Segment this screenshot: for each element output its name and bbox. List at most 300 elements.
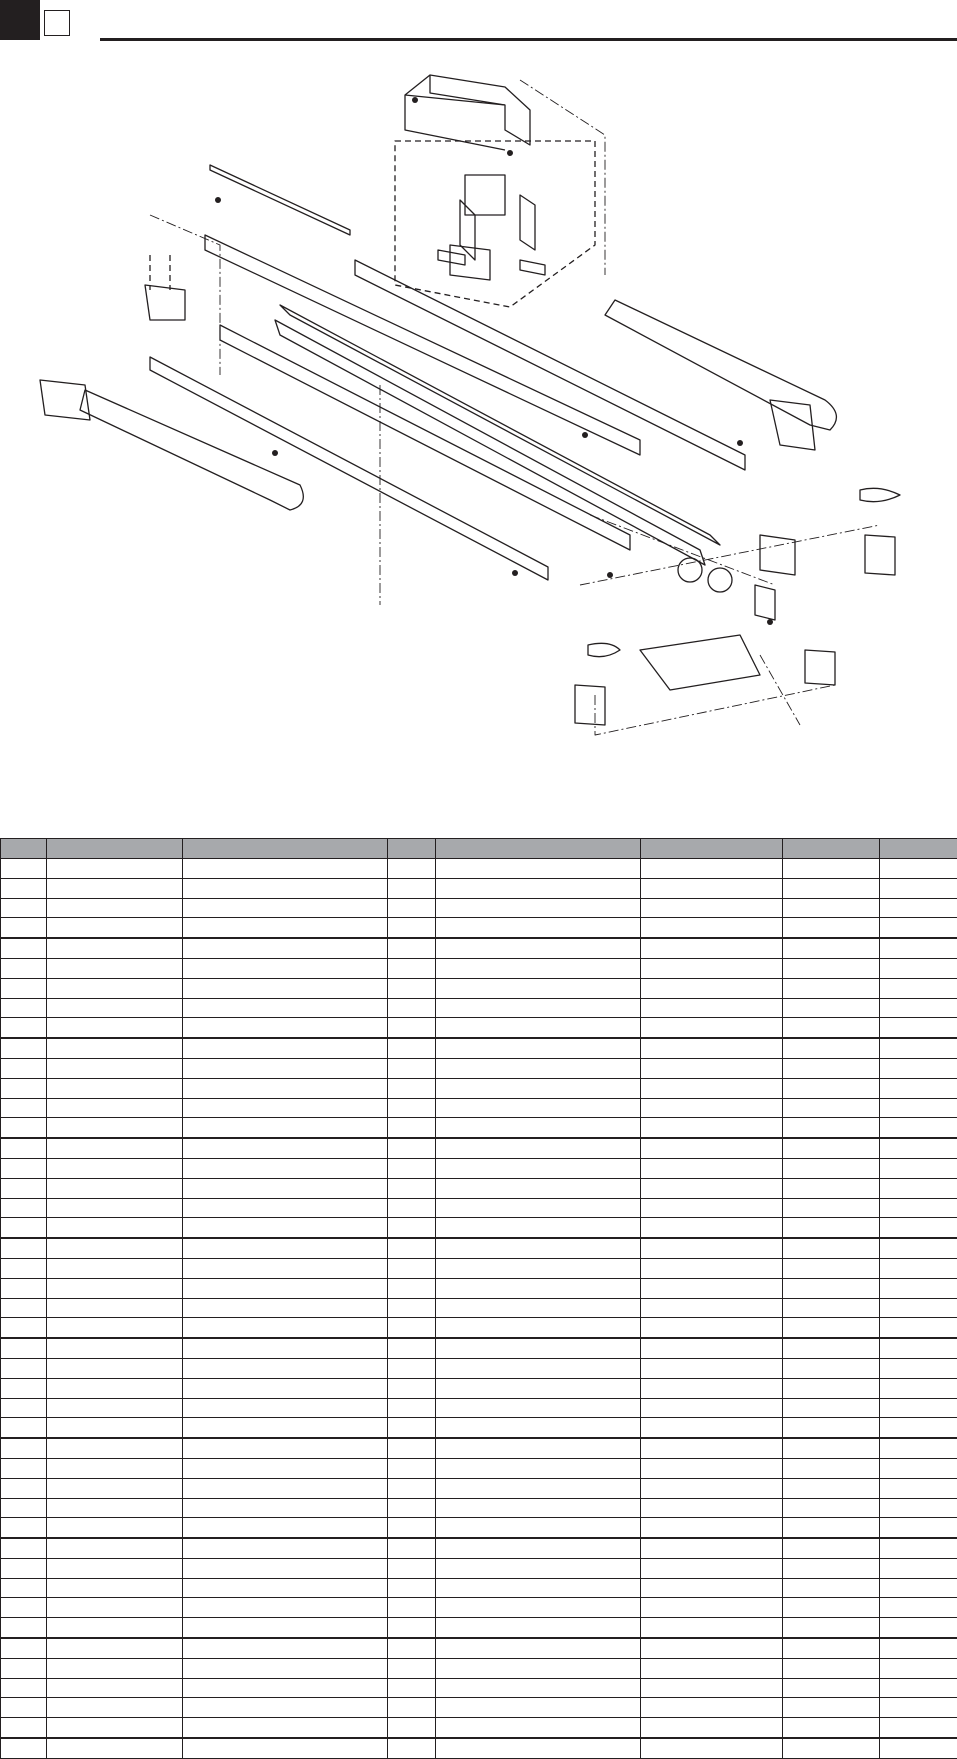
section-number-box	[44, 10, 70, 36]
table-row	[1, 1498, 957, 1518]
table-cell	[388, 1578, 436, 1598]
table-cell	[388, 1638, 436, 1658]
table-cell	[436, 1558, 641, 1578]
table-row	[1, 1158, 957, 1178]
table-cell	[880, 918, 957, 938]
table-cell	[880, 958, 957, 978]
table-cell	[1, 859, 47, 879]
table-cell	[641, 1498, 783, 1518]
table-row	[1, 1238, 957, 1258]
table-cell	[47, 1698, 183, 1718]
table-cell	[783, 1398, 880, 1418]
table-cell	[641, 1578, 783, 1598]
table-cell	[641, 1078, 783, 1098]
table-row	[1, 1198, 957, 1218]
table-row	[1, 1698, 957, 1718]
table-cell	[1, 1478, 47, 1498]
pulley-1	[678, 558, 702, 582]
table-cell	[436, 1738, 641, 1758]
table-cell	[1, 1598, 47, 1618]
left-cable-carrier	[80, 390, 303, 510]
table-cell	[880, 1058, 957, 1078]
table-cell	[783, 898, 880, 918]
table-cell	[1, 1338, 47, 1358]
table-cell	[641, 1658, 783, 1678]
table-cell	[880, 1238, 957, 1258]
table-cell	[641, 1258, 783, 1278]
table-cell	[641, 1218, 783, 1238]
table-cell	[47, 1518, 183, 1538]
table-cell	[641, 1278, 783, 1298]
table-cell	[183, 1178, 388, 1198]
table-cell	[1, 1698, 47, 1718]
table-cell	[47, 1558, 183, 1578]
table-cell	[183, 1698, 388, 1718]
table-cell	[436, 1338, 641, 1358]
table-cell	[47, 898, 183, 918]
table-cell	[388, 1418, 436, 1438]
table-cell	[1, 1638, 47, 1658]
table-cell	[880, 1338, 957, 1358]
table-cell	[783, 1378, 880, 1398]
table-cell	[880, 1698, 957, 1718]
table-cell	[880, 1358, 957, 1378]
table-cell	[783, 1638, 880, 1658]
table-cell	[436, 1098, 641, 1118]
table-cell	[641, 1478, 783, 1498]
table-cell	[641, 1198, 783, 1218]
table-cell	[183, 1738, 388, 1758]
table-cell	[880, 1538, 957, 1558]
table-cell	[436, 1458, 641, 1478]
table-cell	[783, 998, 880, 1018]
table-cell	[388, 1118, 436, 1138]
table-cell	[880, 1598, 957, 1618]
table-row	[1, 1638, 957, 1658]
table-cell	[783, 1458, 880, 1478]
table-cell	[183, 1558, 388, 1578]
table-cell	[183, 998, 388, 1018]
table-cell	[388, 1738, 436, 1758]
table-cell	[1, 1078, 47, 1098]
table-cell	[880, 898, 957, 918]
table-cell	[641, 1298, 783, 1318]
table-cell	[783, 1698, 880, 1718]
table-cell	[47, 1198, 183, 1218]
block-f	[520, 260, 545, 275]
table-cell	[436, 1318, 641, 1338]
table-cell	[1, 1458, 47, 1478]
table-cell	[1, 1238, 47, 1258]
table-cell	[436, 1038, 641, 1058]
table-cell	[641, 1158, 783, 1178]
table-cell	[183, 1538, 388, 1558]
table-cell	[783, 1238, 880, 1258]
table-cell	[47, 1098, 183, 1118]
table-row	[1, 1738, 957, 1758]
table-row	[1, 1618, 957, 1638]
table-cell	[436, 878, 641, 898]
table-cell	[783, 1258, 880, 1278]
right-tension-assembly	[805, 650, 835, 685]
table-cell	[783, 1498, 880, 1518]
table-cell	[1, 1018, 47, 1038]
table-cell	[783, 938, 880, 958]
table-cell	[47, 938, 183, 958]
table-cell	[388, 1018, 436, 1038]
table-cell	[641, 1018, 783, 1038]
table-cell	[880, 1618, 957, 1638]
table-cell	[183, 878, 388, 898]
header-rule	[100, 38, 957, 41]
table-cell	[641, 1518, 783, 1538]
table-cell	[1, 1298, 47, 1318]
bracket-b	[460, 200, 475, 260]
table-row	[1, 1098, 957, 1118]
table-cell	[1, 1118, 47, 1138]
table-cell	[436, 1198, 641, 1218]
table-row	[1, 878, 957, 898]
table-cell	[783, 1018, 880, 1038]
table-cell	[388, 1498, 436, 1518]
table-cell	[388, 1238, 436, 1258]
table-cell	[783, 1658, 880, 1678]
table-cell	[183, 1218, 388, 1238]
table-cell	[436, 1158, 641, 1178]
table-cell	[783, 1678, 880, 1698]
table-row	[1, 1118, 957, 1138]
table-cell	[1, 1518, 47, 1538]
table-cell	[1, 1138, 47, 1158]
table-cell	[1, 1618, 47, 1638]
table-cell	[641, 958, 783, 978]
table-cell	[47, 1078, 183, 1098]
table-cell	[641, 1178, 783, 1198]
table-cell	[388, 1258, 436, 1278]
table-cell	[1, 1178, 47, 1198]
table-row	[1, 1378, 957, 1398]
table-cell	[47, 1618, 183, 1638]
table-cell	[783, 1158, 880, 1178]
table-cell	[388, 1458, 436, 1478]
table-row	[1, 1078, 957, 1098]
table-cell	[641, 1378, 783, 1398]
table-cell	[783, 1718, 880, 1738]
table-cell	[388, 1698, 436, 1718]
table-cell	[47, 1538, 183, 1558]
table-cell	[183, 1138, 388, 1158]
table-cell	[183, 1458, 388, 1478]
table-cell	[47, 1438, 183, 1458]
table-row	[1, 1718, 957, 1738]
table-cell	[183, 1238, 388, 1258]
table-cell	[641, 878, 783, 898]
table-cell	[1, 1218, 47, 1238]
parts-list-table	[0, 838, 957, 1759]
table-cell	[436, 1118, 641, 1138]
table-row	[1, 1398, 957, 1418]
table-cell	[183, 1118, 388, 1138]
table-cell	[388, 1318, 436, 1338]
table-cell	[388, 1178, 436, 1198]
bracket-c	[520, 195, 535, 250]
table-cell	[641, 918, 783, 938]
table-header-row	[1, 839, 957, 859]
table-cell	[183, 1198, 388, 1218]
table-cell	[47, 1298, 183, 1318]
table-cell	[783, 1098, 880, 1118]
column-header	[47, 839, 183, 859]
screw	[582, 432, 588, 438]
table-cell	[183, 1338, 388, 1358]
table-cell	[783, 1038, 880, 1058]
table-cell	[183, 1518, 388, 1538]
table-cell	[183, 1098, 388, 1118]
table-cell	[783, 1478, 880, 1498]
table-cell	[641, 1618, 783, 1638]
table-cell	[436, 998, 641, 1018]
left-motor	[575, 685, 605, 725]
table-cell	[1, 1318, 47, 1338]
table-cell	[388, 878, 436, 898]
table-cell	[47, 918, 183, 938]
table-cell	[880, 1138, 957, 1158]
pulley-2	[708, 568, 732, 592]
table-cell	[436, 1518, 641, 1538]
bracket-a	[465, 175, 505, 215]
table-cell	[388, 978, 436, 998]
table-cell	[388, 1438, 436, 1458]
table-cell	[183, 918, 388, 938]
table-cell	[436, 859, 641, 879]
lower-plate	[220, 325, 630, 550]
table-cell	[1, 1038, 47, 1058]
table-cell	[388, 1538, 436, 1558]
table-cell	[436, 1018, 641, 1038]
table-cell	[783, 958, 880, 978]
table-cell	[783, 1338, 880, 1358]
table-cell	[1, 1438, 47, 1458]
table-cell	[880, 1178, 957, 1198]
table-cell	[783, 1538, 880, 1558]
table-cell	[47, 1138, 183, 1158]
table-cell	[47, 1178, 183, 1198]
table-row	[1, 998, 957, 1018]
table-row	[1, 1298, 957, 1318]
table-cell	[388, 1398, 436, 1418]
block-e	[438, 250, 465, 265]
table-cell	[783, 1298, 880, 1318]
table-cell	[783, 1578, 880, 1598]
table-cell	[783, 1618, 880, 1638]
table-cell	[880, 998, 957, 1018]
table-cell	[47, 998, 183, 1018]
table-cell	[183, 1398, 388, 1418]
table-cell	[388, 1038, 436, 1058]
table-cell	[388, 1518, 436, 1538]
table-row	[1, 1258, 957, 1278]
table-cell	[388, 1278, 436, 1298]
table-cell	[47, 1218, 183, 1238]
table-cell	[436, 1078, 641, 1098]
table-cell	[880, 1478, 957, 1498]
table-row	[1, 1658, 957, 1678]
table-row	[1, 1478, 957, 1498]
table-cell	[436, 1138, 641, 1158]
table-cell	[47, 1738, 183, 1758]
table-cell	[183, 1058, 388, 1078]
table-cell	[436, 1258, 641, 1278]
table-cell	[388, 1198, 436, 1218]
screw	[512, 570, 518, 576]
parts-table-body	[1, 859, 957, 1759]
table-cell	[641, 938, 783, 958]
table-cell	[783, 1418, 880, 1438]
table-row	[1, 1598, 957, 1618]
table-cell	[783, 1058, 880, 1078]
table-row	[1, 938, 957, 958]
table-cell	[47, 1478, 183, 1498]
table-cell	[388, 1378, 436, 1398]
table-cell	[47, 1718, 183, 1738]
top-cover-box	[405, 75, 530, 150]
table-cell	[436, 1278, 641, 1298]
table-cell	[183, 1618, 388, 1638]
table-cell	[436, 1418, 641, 1438]
column-header	[436, 839, 641, 859]
table-cell	[388, 998, 436, 1018]
table-cell	[183, 1598, 388, 1618]
table-cell	[388, 1138, 436, 1158]
table-cell	[783, 1558, 880, 1578]
right-idler-block	[760, 535, 795, 575]
table-cell	[183, 1638, 388, 1658]
table-cell	[436, 1218, 641, 1238]
table-row	[1, 1058, 957, 1078]
table-cell	[880, 1438, 957, 1458]
table-cell	[880, 1378, 957, 1398]
table-cell	[436, 1358, 641, 1378]
table-row	[1, 1438, 957, 1458]
table-row	[1, 1218, 957, 1238]
table-cell	[880, 1718, 957, 1738]
table-row	[1, 1038, 957, 1058]
table-cell	[783, 1598, 880, 1618]
long-plate	[205, 235, 640, 455]
table-cell	[436, 1058, 641, 1078]
table-cell	[1, 1198, 47, 1218]
table-cell	[436, 1718, 641, 1738]
table-cell	[783, 1178, 880, 1198]
table-cell	[880, 1118, 957, 1138]
table-cell	[1, 1158, 47, 1178]
table-cell	[47, 1598, 183, 1618]
table-cell	[436, 918, 641, 938]
table-cell	[388, 1058, 436, 1078]
table-cell	[436, 1438, 641, 1458]
table-cell	[388, 1658, 436, 1678]
table-cell	[880, 1038, 957, 1058]
table-cell	[183, 1678, 388, 1698]
table-cell	[47, 1258, 183, 1278]
subassembly-dashed-outline	[395, 141, 595, 307]
screw	[412, 97, 418, 103]
table-cell	[641, 898, 783, 918]
table-cell	[47, 1378, 183, 1398]
bracket-d	[450, 245, 490, 280]
table-cell	[47, 1658, 183, 1678]
table-cell	[47, 859, 183, 879]
table-cell	[436, 1618, 641, 1638]
table-cell	[183, 1078, 388, 1098]
table-cell	[641, 1738, 783, 1758]
table-cell	[783, 1318, 880, 1338]
slider-block	[755, 585, 775, 620]
table-cell	[47, 1118, 183, 1138]
table-cell	[183, 1478, 388, 1498]
table-cell	[1, 938, 47, 958]
table-cell	[47, 1238, 183, 1258]
table-cell	[1, 1558, 47, 1578]
table-cell	[47, 1058, 183, 1078]
table-cell	[47, 958, 183, 978]
table-cell	[47, 1278, 183, 1298]
table-cell	[388, 1478, 436, 1498]
table-cell	[880, 1678, 957, 1698]
table-row	[1, 1338, 957, 1358]
table-cell	[388, 898, 436, 918]
table-cell	[783, 1198, 880, 1218]
table-cell	[783, 1078, 880, 1098]
table-cell	[880, 1738, 957, 1758]
table-cell	[880, 978, 957, 998]
table-cell	[47, 1038, 183, 1058]
column-header	[388, 839, 436, 859]
table-cell	[641, 1698, 783, 1718]
table-cell	[47, 1638, 183, 1658]
table-cell	[436, 1238, 641, 1258]
table-cell	[183, 1318, 388, 1338]
table-cell	[641, 1398, 783, 1418]
belt-loop-right	[860, 488, 900, 501]
table-cell	[783, 918, 880, 938]
column-header	[783, 839, 880, 859]
table-cell	[880, 938, 957, 958]
table-cell	[388, 1678, 436, 1698]
right-cable-carrier	[605, 300, 836, 430]
table-cell	[388, 1598, 436, 1618]
table-cell	[436, 1398, 641, 1418]
screw	[767, 619, 773, 625]
table-cell	[183, 1438, 388, 1458]
table-cell	[436, 898, 641, 918]
table-cell	[783, 1138, 880, 1158]
right-motor	[865, 535, 895, 575]
table-cell	[183, 938, 388, 958]
table-cell	[183, 1038, 388, 1058]
screw	[272, 450, 278, 456]
table-cell	[783, 1218, 880, 1238]
table-cell	[388, 1618, 436, 1638]
table-cell	[1, 1578, 47, 1598]
table-cell	[388, 1158, 436, 1178]
table-row	[1, 1518, 957, 1538]
table-cell	[47, 878, 183, 898]
table-cell	[436, 1538, 641, 1558]
table-cell	[1, 1538, 47, 1558]
table-cell	[783, 1518, 880, 1538]
screw	[737, 440, 743, 446]
